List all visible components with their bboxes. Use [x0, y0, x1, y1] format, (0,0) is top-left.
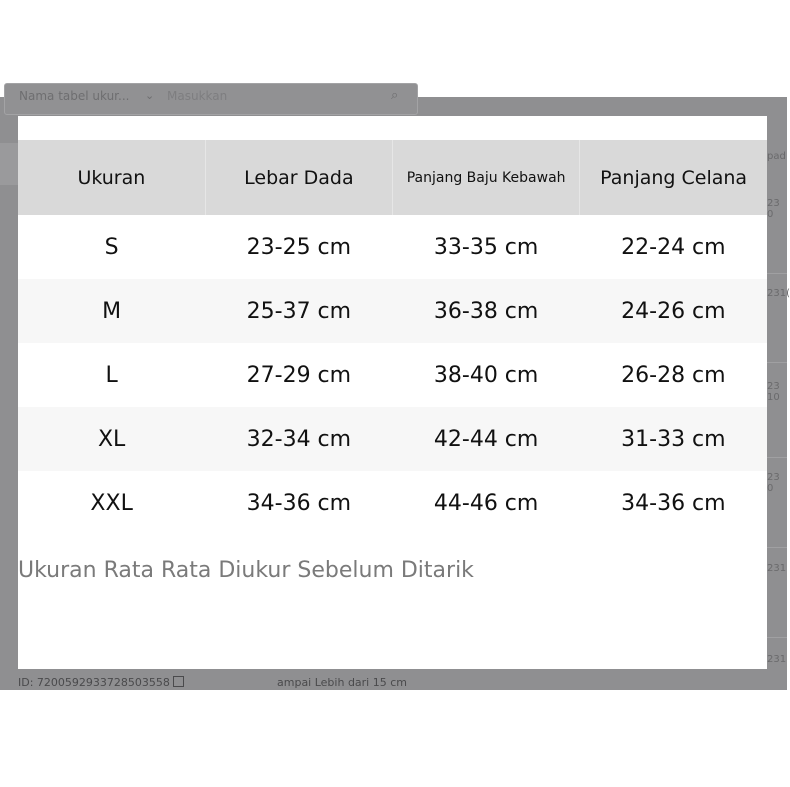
background-cell: 23 10: [767, 381, 780, 403]
background-cell: 23 0: [767, 472, 780, 494]
background-search-bar: [4, 83, 418, 115]
cell-size: L: [105, 362, 118, 388]
table-row: [18, 471, 767, 535]
cell-pants-length: 24-26 cm: [580, 279, 767, 343]
background-cell: 231: [767, 654, 787, 665]
cell-top-length: 42-44 cm: [393, 407, 580, 471]
table-row: [18, 279, 767, 343]
background-cell: 231: [767, 563, 787, 574]
cell-top-length: 33-35 cm: [433, 234, 539, 260]
cell-chest-width: 27-29 cm: [246, 362, 352, 388]
product-id-text: ID: 7200592933728503558: [18, 676, 170, 689]
table-row: [18, 215, 767, 279]
cell-pants-length: 34-36 cm: [621, 490, 726, 516]
chevron-down-icon: ⌄: [145, 89, 155, 102]
background-row-divider: [767, 547, 787, 548]
cell-size: XXL: [90, 490, 133, 516]
table-row: [18, 407, 767, 471]
cell-pants-length: 22-24 cm: [621, 234, 726, 260]
cell-pants-length: 31-33 cm: [580, 407, 767, 471]
background-row-divider: [767, 457, 787, 458]
cell-top-length: 36-38 cm: [393, 279, 580, 343]
cell-chest-width: 34-36 cm: [246, 490, 352, 516]
header-top-length: Panjang Baju Kebawah: [393, 140, 580, 215]
cell-size: XL: [18, 407, 205, 471]
header-size: Ukuran: [18, 140, 205, 215]
cell-chest-width: 25-37 cm: [205, 279, 392, 343]
background-row-divider: [767, 362, 787, 363]
cell-chest-width: 32-34 cm: [205, 407, 392, 471]
background-column-header: pad: [767, 151, 786, 162]
background-cell: 23 0: [767, 198, 780, 220]
size-chart-modal: [18, 116, 767, 669]
cell-top-length: 44-46 cm: [433, 490, 539, 516]
background-search-input: Masukkan: [167, 89, 228, 103]
cell-pants-length: 26-28 cm: [621, 362, 726, 388]
background-product-id: [18, 676, 184, 689]
size-chart-table: [18, 140, 767, 535]
cell-top-length: 38-40 cm: [433, 362, 539, 388]
background-footer-text: ampai Lebih dari 15 cm: [277, 676, 407, 689]
background-row-divider: [767, 273, 787, 274]
background-size-table-select: Nama tabel ukur...: [19, 89, 130, 103]
header-chest-width: Lebar Dada: [205, 140, 392, 215]
background-table-header: [0, 143, 18, 185]
copy-icon: [173, 676, 184, 687]
cell-size: S: [104, 234, 119, 260]
background-cell: 231(: [767, 288, 790, 299]
table-row: [18, 343, 767, 407]
search-icon: ⌕: [391, 88, 399, 103]
cell-chest-width: 23-25 cm: [246, 234, 352, 260]
cell-size: M: [18, 279, 205, 343]
measurement-note: Ukuran Rata Rata Diukur Sebelum Ditarik: [18, 558, 474, 583]
table-header-row: [18, 140, 767, 215]
header-pants-length: Panjang Celana: [580, 140, 767, 215]
background-row-divider: [767, 637, 787, 638]
